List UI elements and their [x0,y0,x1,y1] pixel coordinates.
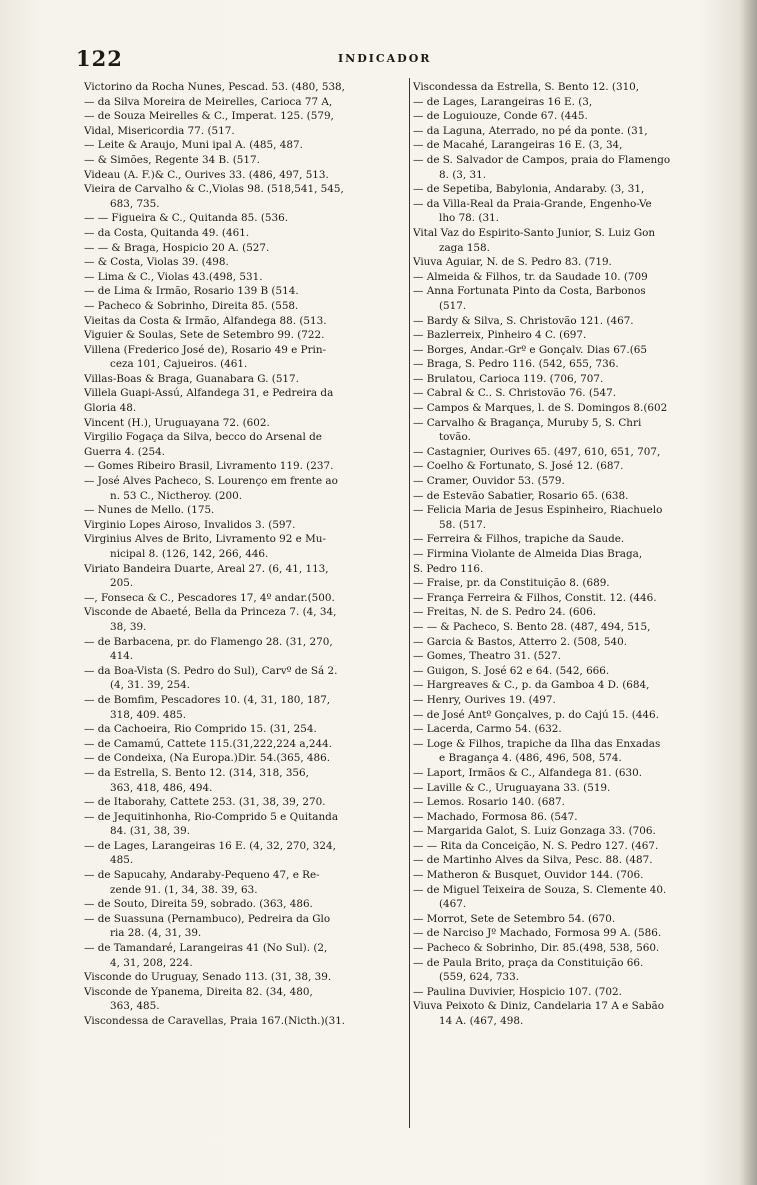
index-entry-line: — Cabral & C.. S. Christovão 76. (547. [413,387,617,400]
index-entry-line: Videau (A. F.)& C., Ourives 33. (486, 497, 513. [84,168,329,181]
index-entry-line: — de Miguel Teixeira de Souza, S. Clemente 40. [413,883,667,896]
index-entry-line: — Borges, Andar.-Grº e Gonçalv. Dias 67.(65 [413,343,647,356]
index-entry-line: Vincent (H.), Uruguayana 72. (602. [84,416,270,429]
index-entry-line: — Matheron & Busquet, Ouvidor 144. (706. [413,869,644,882]
index-entry-line: — de Barbacena, pr. do Flamengo 28. (31, 270, [84,635,333,648]
page-header [76,46,736,70]
running-title: INDICADOR [338,52,432,65]
index-entry-line: Virginius Alves de Brito, Livramento 92 e Mu- [84,533,326,546]
index-entry-line: Villela Guapi-Assú, Alfandega 31, e Pedreira da [84,387,334,400]
index-entry-line: — Firmina Violante de Almeida Dias Braga, [413,548,643,560]
index-entry-line: — Laville & C., Uruguayana 33. (519. [413,781,611,794]
index-entry-line: — Paulina Duvivier, Hospicio 107. (702. [413,985,622,998]
index-entry-line: — de Lages, Larangeiras 16 E. (4, 32, 270, 324, [84,839,336,852]
index-entry-line: — Lima & C., Violas 43.(498, 531. [84,270,263,283]
index-entry-line: Viuva Peixoto & Diniz, Candelaria 17 A e Sabão [413,1000,664,1013]
index-entry-line: — de Tamandaré, Larangeiras 41 (No Sul). (2, [84,942,328,955]
index-entry-line: —, Fonseca & C., Pescadores 17, 4º andar.(500. [84,591,335,604]
index-entry-line: — — & Pacheco, S. Bento 28. (487, 494, 515, [413,620,651,633]
index-entry-line: — Guigon, S. José 62 e 64. (542, 666. [413,664,610,677]
index-entry-line: — de Camamú, Cattete 115.(31,222,224 a,244. [84,737,333,750]
index-entry-line: (4, 31. 39, 254. [110,679,191,692]
index-entry-line: — Hargreaves & C., p. da Gamboa 4 D. (684, [413,679,650,692]
index-entry-line: 363, 418, 486, 494. [110,781,213,794]
index-entry-line: — de Paula Brito, praça da Constituição 66. [413,956,644,969]
index-entry-line: — & Simões, Regente 34 B. (517. [84,153,260,166]
index-entry-line: — Fraise, pr. da Constituição 8. (689. [413,577,610,590]
index-entry-line: — Lemos. Rosario 140. (687. [413,796,565,809]
index-entry-line: — de Lima & Irmão, Rosario 139 B (514. [84,285,299,298]
index-entry-line: — da Laguna, Aterrado, no pé da ponte. (31, [413,124,648,137]
index-entry-line: 14 A. (467, 498. [439,1015,524,1027]
index-entry-line: — de Souto, Direita 59, sobrado. (363, 486. [84,898,313,911]
index-entry-line: — de Estevão Sabatier, Rosario 65. (638. [413,489,629,502]
index-entry-line: — de Lages, Larangeiras 16 E. (3, [413,95,593,108]
index-entry-line: 58. (517. [439,518,487,531]
index-entry-line: 4, 31, 208, 224. [110,956,193,969]
index-entry-line: (559, 624, 733. [439,971,520,984]
index-entry-line: — Freitas, N. de S. Pedro 24. (606. [413,606,597,619]
page-number: 122 [76,46,123,71]
index-entry-line: nicipal 8. (126, 142, 266, 446. [110,548,269,560]
index-entry-line: — Campos & Marques, l. de S. Domingos 8.(602 [413,402,668,415]
index-entry-line: ceza 101, Cajueiros. (461. [110,358,248,371]
index-entry-line: e Bragança 4. (486, 496, 508, 574. [439,752,622,765]
index-entry-line: — de Souza Meirelles & C., Imperat. 125. (579, [84,110,334,123]
index-entry-line: — Machado, Formosa 86. (547. [413,810,578,823]
index-entry-line: Viuva Aguiar, N. de S. Pedro 83. (719. [413,256,612,269]
index-entry-line: — José Alves Pacheco, S. Lourenço em frente ao [84,475,338,488]
index-entry-line: ria 28. (4, 31, 39. [110,927,202,940]
index-entry-line: — Lacerda, Carmo 54. (632. [413,723,562,736]
index-entry-line: Viscondessa da Estrella, S. Bento 12. (310, [413,81,640,93]
index-entry-line: Virgilio Fogaça da Silva, becco do Arsenal de [84,431,322,444]
index-entry-line: — França Ferreira & Filhos, Constit. 12. (446. [413,591,657,604]
index-entry-line: — da Villa-Real da Praia-Grande, Engenho-Ve [413,197,652,210]
index-entry-line: — Bardy & Silva, S. Christovão 121. (467. [413,314,634,327]
index-entry-line: lho 78. (31. [439,212,499,225]
index-entry-line: — Anna Fortunata Pinto da Costa, Barbonos [413,285,646,298]
index-entry-line: Visconde de Abaeté, Bella da Princeza 7. (4, 34, [84,606,337,619]
index-entry-line: (517. [439,299,467,312]
index-entry-line: — da Silva Moreira de Meirelles, Carioca 77 A, [84,95,333,108]
index-entry-line: tovão. [439,431,471,444]
index-entry-line: Victorino da Rocha Nunes, Pescad. 53. (480, 538, [84,81,345,93]
index-entry-line: Vital Vaz do Espirito-Santo Junior, S. Luiz Gon [413,226,656,239]
index-entry-line: — Leite & Araujo, Muni ipal A. (485, 487. [84,139,303,152]
index-entry-line: 318, 409. 485. [110,708,187,721]
index-entry-line: — Pacheco & Sobrinho, Dir. 85.(498, 538, 560. [413,942,660,955]
index-entry-line: Vieitas da Costa & Irmão, Alfandega 88. (513. [84,314,327,327]
index-entry-line: — — Figueira & C., Quitanda 85. (536. [84,212,289,225]
index-entry-line: — da Estrella, S. Bento 12. (314, 318, 356, [84,766,309,779]
index-entry-line: S. Pedro 116. [413,562,484,575]
index-entry-line: — de José Antº Gonçalves, p. do Cajú 15. (446. [413,708,659,721]
index-entry-line: — de Condeixa, (Na Europa.)Dir. 54.(365, 486. [84,752,331,765]
index-entry-line: 8. (3, 31. [439,168,487,181]
index-entry-line: Gloria 48. [84,402,137,415]
index-entry-line: — da Boa-Vista (S. Pedro do Sul), Carvº de Sá 2. [84,664,338,677]
page-edge-shadow [739,0,757,1185]
index-entry-line: Vidal, Misericordia 77. (517. [84,124,235,137]
index-entry-line: — Nunes de Mello. (175. [84,504,215,517]
index-entry-line: — de Bomfim, Pescadores 10. (4, 31, 180, 187, [84,693,331,706]
index-entry-line: (467. [439,898,467,911]
index-entry-line: Guerra 4. (254. [84,445,165,458]
index-entry-line: — da Costa, Quitanda 49. (461. [84,226,250,239]
index-entry-line: Villena (Frederico José de), Rosario 49 e Prin- [84,343,327,356]
index-entry-line: — Laport, Irmãos & C., Alfandega 81. (630. [413,766,643,779]
index-entry-line: — Carvalho & Bragança, Muruby 5, S. Chri [413,416,642,429]
index-entry-line: 84. (31, 38, 39. [110,825,191,838]
index-entry-line: — Bazlerreix, Pinheiro 4 C. (697. [413,329,587,342]
index-entry-line: 363, 485. [110,1000,160,1013]
index-entry-line: — — & Braga, Hospicio 20 A. (527. [84,241,270,254]
index-entry-line: — de Suassuna (Pernambuco), Pedreira da Glo [84,912,331,925]
index-entry-line: — Braga, S. Pedro 116. (542, 655, 736. [413,358,619,371]
index-entry-line: — Garcia & Bastos, Atterro 2. (508, 540. [413,635,628,648]
index-entry-line: Viscondessa de Caravellas, Praia 167.(Nicth.)(31. [84,1015,346,1027]
index-entry-line: — Cramer, Ouvidor 53. (579. [413,475,565,488]
index-entry-line: zende 91. (1, 34, 38. 39, 63. [110,883,258,896]
index-entry-line: — Almeida & Filhos, tr. da Saudade 10. (709 [413,270,648,283]
right-column [413,80,727,1140]
left-column [84,80,406,1140]
column-divider [409,78,410,1128]
index-entry-line: — de Martinho Alves da Silva, Pesc. 88. (487. [413,854,653,867]
index-entry-line: — Castagnier, Ourives 65. (497, 610, 651, 707, [413,445,661,458]
index-entry-line: — de Macahé, Larangeiras 16 E. (3, 34, [413,139,623,152]
index-entry-line: — Brulatou, Carioca 119. (706, 707. [413,372,604,385]
index-entry-line: — de Sepetiba, Babylonia, Andaraby. (3, 31, [413,183,645,196]
index-entry-line: — — Rita da Conceição, N. S. Pedro 127. (467. [413,839,659,852]
index-entry-line: 38, 39. [110,620,147,633]
index-entry-line: — Felicia Maria de Jesus Espinheiro, Riachuelo [413,504,663,517]
index-entry-line: — & Costa, Violas 39. (498. [84,256,229,269]
index-entry-line: — Pacheco & Sobrinho, Direita 85. (558. [84,299,299,312]
index-entry-line: — Gomes Ribeiro Brasil, Livramento 119. (237. [84,460,334,473]
index-entry-line: — de Jequitinhonha, Rio-Comprido 5 e Quitanda [84,810,339,823]
index-entry-line: — de Narciso Jº Machado, Formosa 99 A. (586. [413,927,662,940]
index-entry-line: — Margarida Galot, S. Luiz Gonzaga 33. (706. [413,825,656,838]
index-entry-line: — de S. Salvador de Campos, praia do Flamengo [413,153,671,166]
index-entry-line: Virginio Lopes Airoso, Invalidos 3. (597. [84,518,296,531]
index-entry-line: — Morrot, Sete de Setembro 54. (670. [413,912,616,925]
index-entry-line: — de Loguiouze, Conde 67. (445. [413,110,588,123]
index-entry-line: n. 53 C., Nictheroy. (200. [110,489,243,502]
index-entry-line: Vieira de Carvalho & C.,Violas 98. (518,541, 545, [84,183,344,196]
index-entry-line: Viguier & Soulas, Sete de Setembro 99. (722. [84,329,325,342]
index-entry-line: — de Sapucahy, Andaraby-Pequeno 47, e Re- [84,869,320,882]
index-entry-line: 485. [110,854,134,867]
index-entry-line: Villas-Boas & Braga, Guanabara G. (517. [84,372,299,385]
index-entry-line: Visconde de Ypanema, Direita 82. (34, 480, [84,985,313,998]
index-entry-line: — Gomes, Theatro 31. (527. [413,650,561,663]
index-entry-line: — Coelho & Fortunato, S. José 12. (687. [413,460,624,473]
index-entry-line: — Henry, Ourives 19. (497. [413,693,556,706]
index-entry-line: 414. [110,650,134,663]
index-entry-line: Visconde do Uruguay, Senado 113. (31, 38, 39. [84,971,332,984]
index-entry-line: 205. [110,577,134,590]
index-entry-line: — Loge & Filhos, trapiche da Ilha das Enxadas [413,737,661,750]
index-entry-line: 683, 735. [110,197,160,210]
index-entry-line: — da Cachoeira, Rio Comprido 15. (31, 254. [84,723,317,736]
index-entry-line: — Ferreira & Filhos, trapiche da Saude. [413,533,625,546]
index-entry-line: — de Itaborahy, Cattete 253. (31, 38, 39, 270. [84,796,326,809]
index-entry-line: Viriato Bandeira Duarte, Areal 27. (6, 41, 113, [84,562,329,575]
index-entry-line: zaga 158. [439,241,490,254]
